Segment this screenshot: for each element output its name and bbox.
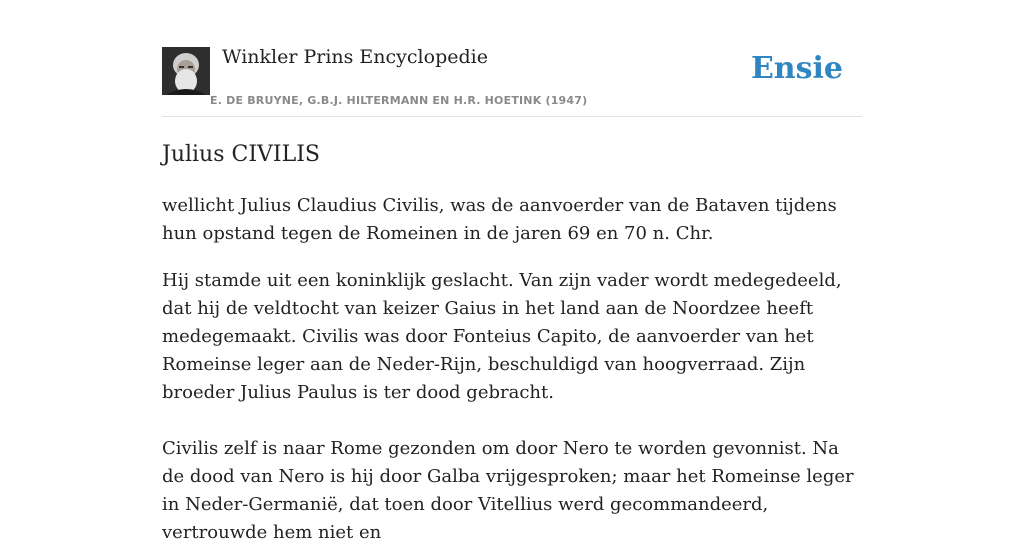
article-title: Julius CIVILIS: [162, 142, 320, 167]
book-authors: E. DE BRUYNE, G.B.J. HILTERMANN EN H.R. HOETINK (1947): [210, 94, 588, 107]
book-title[interactable]: Winkler Prins Encyclopedie: [222, 46, 488, 68]
book-header: [162, 45, 862, 117]
article: [162, 138, 862, 547]
author-portrait-avatar[interactable]: [162, 47, 210, 95]
portrait-image: [162, 47, 210, 95]
article-paragraph-2: Hij stamde uit een koninklijk geslacht. Van zijn vader wordt medegedeeld, dat hij de veldtocht van keizer Gaius in het land aan de Noordzee heeft medegemaakt. Civilis was door Fonteius Capito, de aanvoerder van het Romeinse leger aan de Neder-Rijn, beschuldigd van hoogverraad. Zijn broeder Julius Paulus is ter dood gebracht.: [162, 270, 842, 403]
article-paragraph-3: Civilis zelf is naar Rome gezonden om door Nero te worden gevonnist. Na de dood van Nero is hij door Galba vrijgesproken; maar het Romeinse leger in Neder-Germanië, dat toen door Vitellius werd gecommandeerd, vertrouwde hem niet en: [162, 438, 854, 543]
article-paragraph-1: wellicht Julius Claudius Civilis, was de aanvoerder van de Bataven tijdens hun opstand tegen de Romeinen in de jaren 69 en 70 n. Chr.: [162, 195, 837, 244]
ensie-logo-link[interactable]: Ensie: [750, 51, 843, 86]
